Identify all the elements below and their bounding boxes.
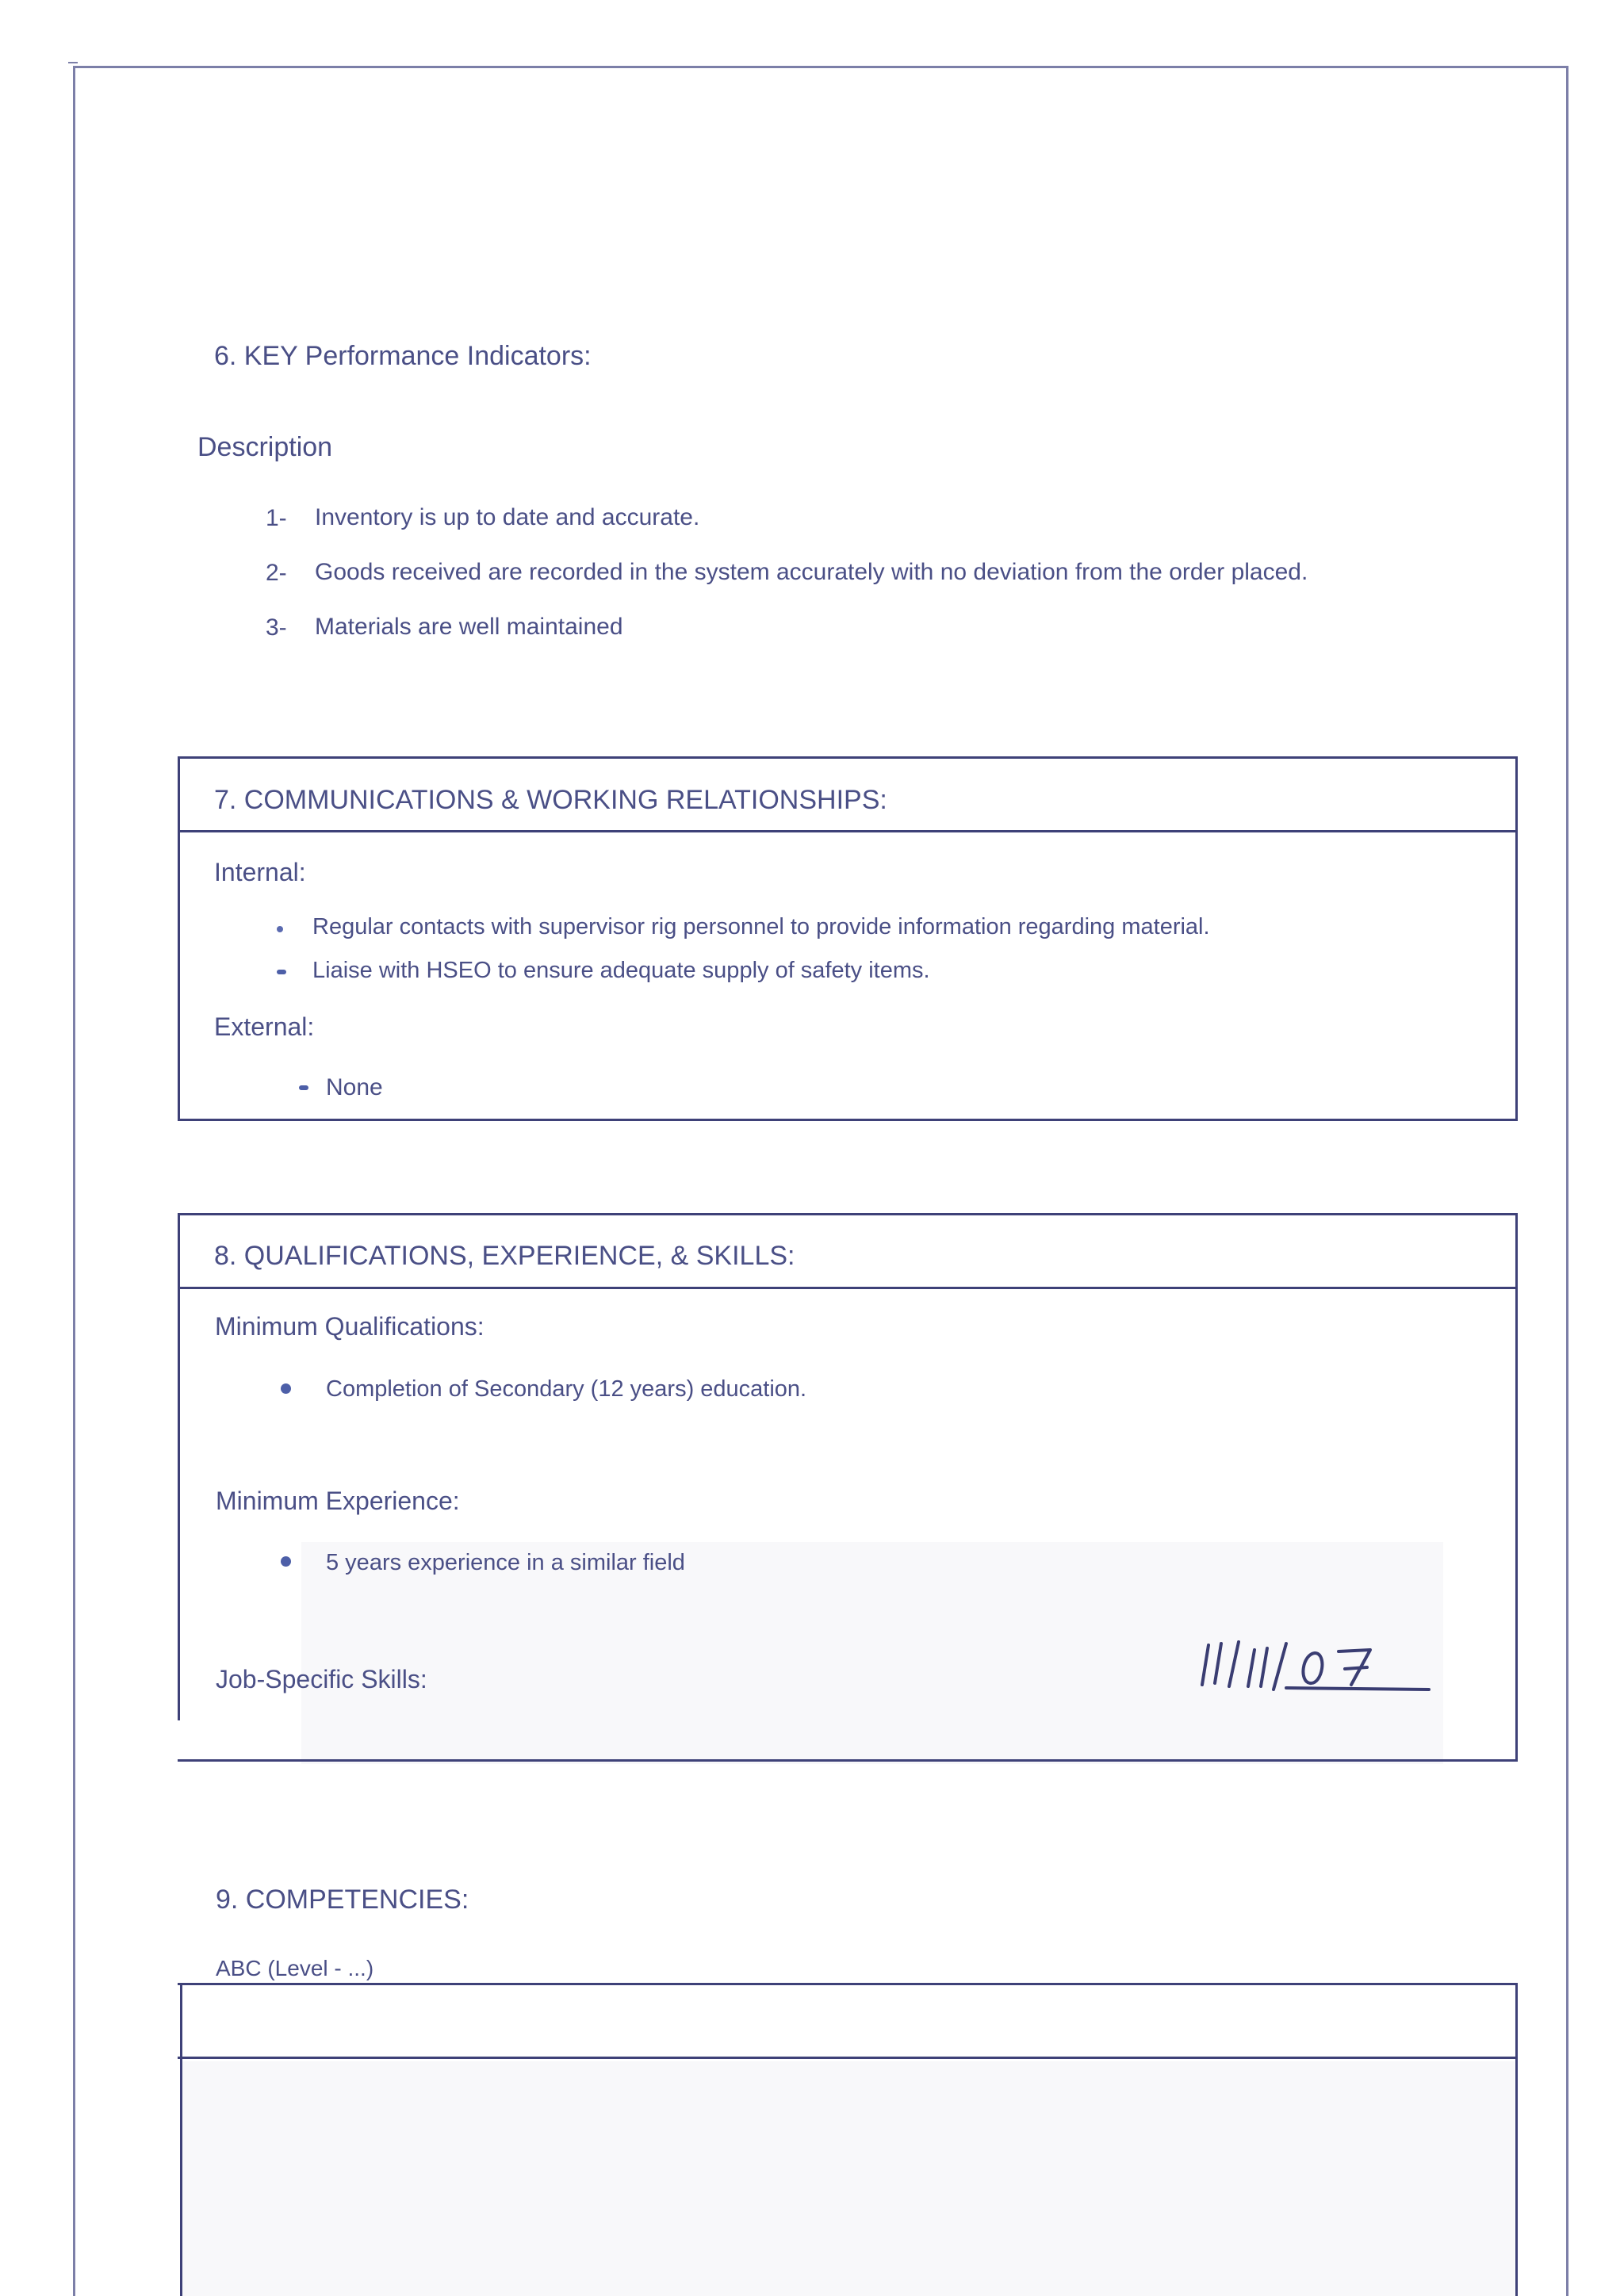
section-9-top-rule — [178, 1983, 1518, 1985]
job-skills-label: Job-Specific Skills: — [216, 1665, 427, 1693]
section-7-heading: 7. COMMUNICATIONS & WORKING RELATIONSHIPS: — [214, 785, 887, 815]
min-qualifications-label: Minimum Qualifications: — [215, 1312, 485, 1341]
section-8-left-rule — [178, 1213, 180, 1720]
bullet-icon — [281, 1556, 291, 1567]
section-7-header-rule — [178, 830, 1518, 832]
kpi-item: Inventory is up to date and accurate. — [315, 504, 700, 530]
min-qualification-item: Completion of Secondary (12 years) education. — [326, 1376, 807, 1402]
section-6-subheading: Description — [197, 432, 333, 462]
page-frame-top — [73, 66, 1568, 68]
internal-item: Liaise with HSEO to ensure adequate supply of safety items. — [312, 958, 930, 983]
bullet-icon — [277, 926, 283, 932]
page-frame-left — [73, 66, 75, 2296]
bullet-icon — [277, 970, 286, 974]
kpi-number: 3- — [266, 614, 287, 641]
bullet-icon — [281, 1383, 291, 1394]
internal-item: Regular contacts with supervisor rig personnel to provide information regarding material. — [312, 914, 1210, 939]
section-8-header-rule — [178, 1287, 1518, 1289]
section-9-heading: 9. COMPETENCIES: — [216, 1885, 469, 1915]
kpi-number: 2- — [266, 560, 287, 586]
section-8-top-rule — [178, 1213, 1518, 1215]
kpi-number: 1- — [266, 505, 287, 531]
section-8-heading: 8. QUALIFICATIONS, EXPERIENCE, & SKILLS: — [214, 1241, 795, 1271]
min-experience-item: 5 years experience in a similar field — [326, 1550, 685, 1575]
section-8-right-rule — [1515, 1213, 1518, 1762]
kpi-item: Materials are well maintained — [315, 614, 623, 640]
section-9-right-rule — [1515, 1983, 1518, 2296]
page-corner-mark — [68, 62, 78, 63]
section-6-heading: 6. KEY Performance Indicators: — [214, 341, 592, 371]
competency-sublabel: ABC (Level - ...) — [216, 1956, 374, 1980]
internal-label: Internal: — [214, 858, 306, 886]
external-label: External: — [214, 1012, 315, 1041]
handwritten-date-signature — [1197, 1629, 1435, 1701]
section-9-header-rule — [178, 2057, 1518, 2059]
external-item: None — [326, 1074, 383, 1100]
min-experience-label: Minimum Experience: — [216, 1487, 460, 1515]
kpi-item: Goods received are recorded in the system accurately with no deviation from the order placed. — [315, 559, 1308, 585]
bullet-icon — [299, 1085, 308, 1090]
section-9-left-rule — [180, 1983, 182, 2296]
section-8-bottom-rule — [178, 1759, 1518, 1762]
scan-shading — [182, 2061, 1515, 2296]
page-frame-right — [1566, 66, 1568, 2296]
